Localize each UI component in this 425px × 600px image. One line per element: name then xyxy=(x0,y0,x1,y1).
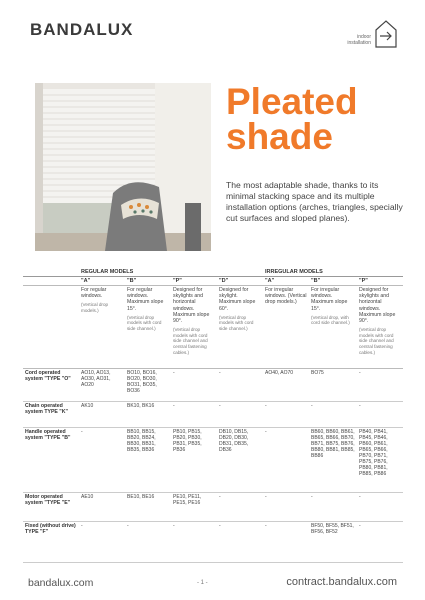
column-header: "P" xyxy=(357,277,403,286)
model-description xyxy=(263,286,309,369)
table-cell: - xyxy=(171,402,217,428)
description-main: Designed for skylight. Maximum slope 60°. xyxy=(219,287,256,312)
description-main: Designed for skylights and horizontal windows. Maximum slope 90°. xyxy=(173,287,210,325)
brand-logo: BANDALUX xyxy=(30,20,134,39)
table-cell: PB10, PB15, PB20, PB30, PB31, PB35, PB36 xyxy=(171,428,217,493)
page-number: - 1 - xyxy=(197,580,208,586)
table-cell: - xyxy=(171,369,217,402)
table-row-motor xyxy=(23,493,403,522)
table-cell: PB40, PB41, PB45, PB46, PB60, PB61, PB65, PB66, PB70, PB71, PB75, PB76, PB80, PB81, PB85, PB86 xyxy=(357,428,403,493)
category-badge xyxy=(337,20,397,56)
model-description xyxy=(217,286,263,369)
description-main: For irregular windows. (Vertical drop models.) xyxy=(265,287,307,306)
table-cell: AO10, AO13, AO30, AO31, AO20 xyxy=(79,369,125,402)
description-note: (Vertical drop models with cord side channel.) xyxy=(127,314,162,331)
footer-website-link[interactable]: bandalux.com xyxy=(28,577,94,589)
table-cell: DB10, DB15, DB20, DB30, DB31, DB35, DB36 xyxy=(217,428,263,493)
table-cell: - xyxy=(357,522,403,563)
table-cell: AE10 xyxy=(79,493,125,522)
title-line1: Pleated xyxy=(226,81,358,122)
table-row-fixed xyxy=(23,522,403,563)
row-label: Handle operated system "TYPE "B" xyxy=(23,428,79,493)
row-label: Motor operated system "TYPE "E" xyxy=(23,493,79,522)
group-header-irregular: IRREGULAR MODELS xyxy=(263,268,403,277)
table-cell: - xyxy=(217,402,263,428)
table-row-handle xyxy=(23,428,403,493)
table-cell: AK10 xyxy=(79,402,125,428)
table-cell: BF50, BF55, BF51, BF56, BF52 xyxy=(309,522,357,563)
row-label: Fixed (without drive) TYPE "F" xyxy=(23,522,79,563)
table-cell: BK10, BK16 xyxy=(125,402,171,428)
description-main: For regular windows. Maximum slope 15°. xyxy=(127,287,164,312)
table-cell: - xyxy=(309,493,357,522)
table-cell: BB60, BB60, BB61, BB65, BB66, BB70, BB71, BB75, BB76, BB80, BB81, BB85, BB86 xyxy=(309,428,357,493)
model-description xyxy=(309,286,357,369)
models-table xyxy=(23,268,403,563)
product-photo xyxy=(35,83,211,251)
table-cell: - xyxy=(217,522,263,563)
table-cell: - xyxy=(357,369,403,402)
column-header: "B" xyxy=(309,277,357,286)
table-cell: BO10, BO16, BO20, BO30, BO31, BO35, BO36 xyxy=(125,369,171,402)
model-description xyxy=(171,286,217,369)
title-line2: shade xyxy=(226,116,333,157)
table-cell: PE10, PE11, PE15, PE16 xyxy=(171,493,217,522)
table-cell: - xyxy=(309,402,357,428)
category-line1: indoor xyxy=(357,34,371,40)
description-main: For irregular windows. Maximum slope 15°. xyxy=(311,287,348,312)
table-cell: - xyxy=(357,402,403,428)
description-row xyxy=(23,286,403,369)
table-cell: BB10, BB15, BB20, BB24, BB30, BB31, BB35, BB36 xyxy=(125,428,171,493)
category-line2: installation xyxy=(347,40,371,46)
table-cell: - xyxy=(263,522,309,563)
description-note: (Vertical drop models with cord side channel and central fastening cables.) xyxy=(359,327,394,355)
category-label xyxy=(337,34,371,46)
group-header-regular: REGULAR MODELS xyxy=(79,268,263,277)
model-description xyxy=(125,286,171,369)
column-header: "D" xyxy=(217,277,263,286)
description-main: For regular windows. xyxy=(81,287,107,300)
table-cell: - xyxy=(79,522,125,563)
table-cell: AO40, AO70 xyxy=(263,369,309,402)
column-header-row xyxy=(23,277,403,286)
table-cell: - xyxy=(263,493,309,522)
row-label: Cord operated system "TYPE "O" xyxy=(23,369,79,402)
table-cell: - xyxy=(125,522,171,563)
table-cell: - xyxy=(263,402,309,428)
product-intro: The most adaptable shade, thanks to its minimal stacking space and its multiple installation options (arches, triangles, specially cut surfaces and sloped planes). xyxy=(226,180,403,223)
column-header-blank xyxy=(23,277,79,286)
group-header-blank xyxy=(23,268,79,277)
row-label: Chain operated system TYPE "K" xyxy=(23,402,79,428)
table-cell: - xyxy=(217,369,263,402)
table-cell: BE10, BE16 xyxy=(125,493,171,522)
column-header: "A" xyxy=(263,277,309,286)
footer-contract-link[interactable]: contract.bandalux.com xyxy=(286,576,397,588)
table-cell: - xyxy=(357,493,403,522)
model-description xyxy=(79,286,125,369)
column-header: "A" xyxy=(79,277,125,286)
table-cell: BO75 xyxy=(309,369,357,402)
column-header: "B" xyxy=(125,277,171,286)
description-main: Designed for skylights and horizontal windows. Maximum slope 90°. xyxy=(359,287,396,325)
description-note: (Vertical drop, with cord side channel.) xyxy=(311,314,350,326)
column-header: "P" xyxy=(171,277,217,286)
table-row-chain xyxy=(23,402,403,428)
table-cell: - xyxy=(217,493,263,522)
description-note: (Vertical drop models with cord side channel.) xyxy=(219,314,254,331)
table-cell: - xyxy=(79,428,125,493)
product-title xyxy=(226,81,358,157)
model-description xyxy=(357,286,403,369)
description-note: (Vertical drop models with cord side channel and central fastening cables.) xyxy=(173,327,208,355)
description-note: (Vertical drop models.) xyxy=(81,302,109,313)
description-blank xyxy=(23,286,79,369)
table-cell: - xyxy=(263,428,309,493)
table-row-cord xyxy=(23,369,403,402)
table-cell: - xyxy=(171,522,217,563)
house-arrow-icon xyxy=(375,20,397,48)
group-header-row xyxy=(23,268,403,277)
